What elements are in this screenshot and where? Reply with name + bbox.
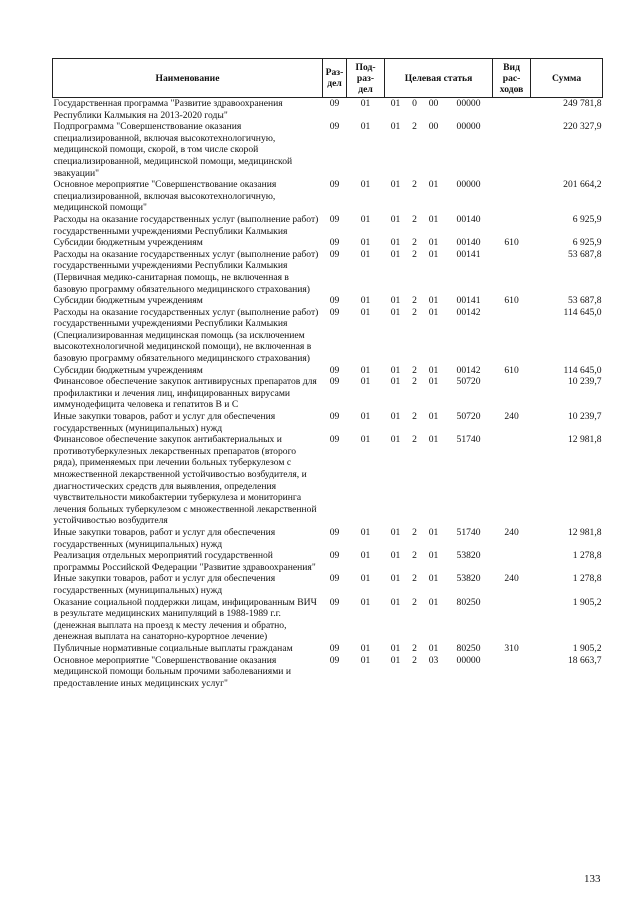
header-target-article: Целевая статья (385, 59, 493, 98)
table-header-row (53, 59, 603, 98)
table-row (53, 411, 603, 434)
cell-name: Расходы на оказание государственных услуг (выполнение работ) государственными учреждениями Республики Калмыкия (Первичная медико-санитарная помощь, не включенная в базовую программу обязательного медицинского страхования) (53, 248, 319, 295)
cell-name: Подпрограмма "Совершенствование оказания специализированной, включая высокотехнологичную, медицинской помощи, скорой, в том числе скорой специализированной, медицинской помощи, медицинской эвакуации" (53, 121, 293, 179)
cell-vr (493, 550, 531, 573)
cell-vr (493, 434, 531, 527)
cell-c2: 2 (412, 526, 417, 538)
header-razdel: Раз- дел (323, 59, 347, 98)
table-row (53, 237, 603, 249)
cell-c4: 00140 (456, 237, 481, 249)
cell-rz: 09 (329, 526, 340, 538)
cell-pr: 01 (360, 98, 371, 109)
table-row (53, 376, 603, 411)
cell-c2: 0 (412, 98, 417, 109)
cell-c4: 80250 (456, 642, 481, 654)
cell-c4: 00142 (456, 364, 481, 376)
cell-c3: 00 (428, 121, 439, 133)
cell-c1: 01 (390, 237, 401, 249)
table-row (53, 98, 603, 122)
cell-c4: 00000 (456, 179, 481, 191)
cell-pr: 01 (360, 654, 371, 666)
cell-c4: 50720 (456, 411, 481, 423)
table-row (53, 550, 603, 573)
cell-sum: 6 925,9 (572, 237, 602, 249)
cell-vr: 240 (504, 526, 519, 538)
cell-c1: 01 (390, 411, 401, 423)
cell-c4: 00000 (456, 98, 481, 109)
cell-c1: 01 (390, 306, 401, 318)
table-row (53, 307, 603, 365)
cell-c1: 01 (390, 98, 401, 109)
cell-name: Финансовое обеспечение закупок антивирусных препаратов для профилактики и лечения лиц, инфицированных вирусами иммунодефицита человека и гепатитов В и С (53, 376, 317, 411)
cell-vr: 240 (504, 573, 519, 585)
table-row (53, 434, 603, 527)
cell-rz: 09 (329, 364, 340, 376)
cell-sum: 10 239,7 (567, 376, 602, 388)
cell-rz: 09 (329, 654, 340, 666)
cell-vr: 240 (504, 411, 519, 423)
table-row (53, 643, 603, 655)
cell-sum: 1 278,8 (572, 550, 602, 562)
cell-name: Иные закупки товаров, работ и услуг для обеспечения государственных (муниципальных) нужд (53, 411, 276, 434)
cell-rz: 09 (329, 642, 340, 654)
cell-rz: 09 (329, 411, 340, 423)
cell-c3: 01 (428, 237, 439, 249)
cell-sum: 114 645,0 (563, 364, 602, 376)
cell-c1: 01 (390, 573, 401, 585)
table-body (53, 98, 603, 690)
cell-c3: 01 (428, 411, 439, 423)
cell-c4: 50720 (456, 376, 481, 388)
cell-sum: 249 781,8 (563, 98, 602, 109)
cell-c2: 2 (412, 642, 417, 654)
cell-c1: 01 (390, 654, 401, 666)
cell-c3: 01 (428, 526, 439, 538)
cell-c2: 2 (412, 213, 417, 225)
cell-c2: 2 (412, 248, 417, 260)
cell-c3: 01 (428, 364, 439, 376)
cell-name: Расходы на оказание государственных услуг (выполнение работ) государственными учреждениями Республики Калмыкия (Специализированная медицинская помощь (за исключением высокотехнологичной медицинской помощи), не включенная в базовую программу обязательного медицинского страхования) (53, 306, 319, 365)
cell-pr: 01 (360, 434, 371, 446)
cell-vr (493, 179, 531, 214)
budget-table (52, 58, 603, 689)
cell-rz: 09 (329, 295, 340, 307)
header-sum: Сумма (531, 59, 603, 98)
cell-rz: 09 (329, 98, 340, 109)
cell-pr: 01 (360, 295, 371, 307)
cell-c2: 2 (412, 550, 417, 562)
cell-name: Иные закупки товаров, работ и услуг для обеспечения государственных (муниципальных) нужд (53, 526, 276, 550)
cell-c4: 00141 (456, 295, 481, 307)
cell-sum: 18 663,7 (567, 654, 602, 666)
cell-sum: 1 905,2 (572, 642, 602, 654)
cell-rz: 09 (329, 434, 340, 446)
cell-pr: 01 (360, 237, 371, 249)
cell-c2: 2 (412, 376, 417, 388)
cell-c1: 01 (390, 121, 401, 133)
cell-pr: 01 (360, 376, 371, 388)
cell-pr: 01 (360, 411, 371, 423)
cell-sum: 10 239,7 (567, 411, 602, 423)
cell-c2: 2 (412, 121, 417, 133)
cell-c2: 2 (412, 654, 417, 666)
cell-c2: 2 (412, 306, 417, 318)
cell-c3: 01 (428, 573, 439, 585)
table-row (53, 121, 603, 179)
cell-sum: 201 664,2 (563, 179, 602, 191)
cell-c4: 80250 (456, 596, 481, 608)
cell-name: Основное мероприятие "Совершенствование оказания медицинской помощи больным прочими заболеваниями и предоставление иных медицинских услуг" (53, 654, 291, 689)
cell-vr (493, 121, 531, 179)
cell-c4: 00140 (456, 213, 481, 225)
cell-sum: 53 687,8 (567, 295, 602, 307)
cell-sum: 1 278,8 (572, 573, 602, 585)
cell-sum: 6 925,9 (572, 213, 602, 225)
table-row (53, 214, 603, 237)
cell-pr: 01 (360, 550, 371, 562)
table-row (53, 365, 603, 377)
table-row (53, 597, 603, 643)
table-row (53, 655, 603, 690)
cell-c1: 01 (390, 642, 401, 654)
cell-c3: 01 (428, 376, 439, 388)
table-row (53, 179, 603, 214)
cell-sum: 1 905,2 (572, 596, 602, 608)
cell-vr (493, 655, 531, 690)
cell-pr: 01 (360, 213, 371, 225)
cell-rz: 09 (329, 179, 340, 191)
cell-rz: 09 (329, 213, 340, 225)
cell-name: Субсидии бюджетным учреждениям (53, 295, 203, 307)
cell-pr: 01 (360, 526, 371, 538)
cell-c3: 01 (428, 434, 439, 446)
cell-vr (493, 376, 531, 411)
cell-name: Субсидии бюджетным учреждениям (53, 364, 203, 376)
cell-rz: 09 (329, 376, 340, 388)
cell-rz: 09 (329, 248, 340, 260)
cell-name: Финансовое обеспечение закупок антибактериальных и противотуберкулезных лекарственных препаратов (второго ряда), применяемых при лечении больных туберкулезом с множественной лекарственной устойчивостью возбудителя, и диагностических средств для выявления, определения чувствительности микобактерии туберкулеза и мониторинга лечения больных туберкулезом с множественной лекарственной устойчивостью возбудителя (53, 434, 317, 527)
cell-c2: 2 (412, 237, 417, 249)
table-row (53, 295, 603, 307)
cell-vr (493, 249, 531, 295)
cell-c1: 01 (390, 596, 401, 608)
cell-sum: 220 327,9 (563, 121, 602, 133)
cell-vr (493, 307, 531, 365)
cell-c2: 2 (412, 364, 417, 376)
cell-c3: 01 (428, 596, 439, 608)
table-row (53, 527, 603, 550)
cell-name: Расходы на оказание государственных услуг (выполнение работ) государственными учреждениями Республики Калмыкия (53, 213, 319, 237)
cell-pr: 01 (360, 642, 371, 654)
cell-rz: 09 (329, 237, 340, 249)
cell-c2: 2 (412, 434, 417, 446)
cell-rz: 09 (329, 306, 340, 318)
header-expense-type: Вид рас- ходов (493, 59, 531, 98)
cell-c2: 2 (412, 295, 417, 307)
cell-pr: 01 (360, 248, 371, 260)
cell-name: Основное мероприятие "Совершенствование оказания специализированной, включая высокотехнологичную, медицинской помощи" (53, 179, 277, 214)
cell-pr: 01 (360, 573, 371, 585)
cell-c4: 00000 (456, 121, 481, 133)
header-podrazdel: Под- раз- дел (347, 59, 385, 98)
cell-c1: 01 (390, 295, 401, 307)
cell-name: Оказание социальной поддержки лицам, инфицированным ВИЧ в результате медицинских манипуляций в 1988-1989 г.г. (денежная выплата на проезд к месту лечения и обратно, денежная выплата на санаторно-курортное лечение) (53, 596, 317, 643)
cell-c3: 00 (428, 98, 439, 109)
cell-pr: 01 (360, 179, 371, 191)
cell-pr: 01 (360, 364, 371, 376)
cell-c3: 01 (428, 179, 439, 191)
cell-c1: 01 (390, 550, 401, 562)
cell-rz: 09 (329, 596, 340, 608)
cell-c1: 01 (390, 248, 401, 260)
cell-sum: 53 687,8 (567, 248, 602, 260)
cell-c4: 00141 (456, 248, 481, 260)
cell-name: Реализация отдельных мероприятий государственной программы Российской Федерации "Развитие здравоохранения" (53, 550, 316, 573)
cell-c3: 01 (428, 295, 439, 307)
cell-c3: 03 (428, 654, 439, 666)
cell-pr: 01 (360, 306, 371, 318)
cell-c2: 2 (412, 573, 417, 585)
cell-c1: 01 (390, 376, 401, 388)
cell-vr: 610 (504, 295, 519, 307)
cell-c4: 53820 (456, 573, 481, 585)
cell-c1: 01 (390, 434, 401, 446)
table-row (53, 249, 603, 295)
cell-pr: 01 (360, 121, 371, 133)
cell-c4: 51740 (456, 526, 481, 538)
cell-vr: 610 (504, 364, 519, 376)
cell-c1: 01 (390, 364, 401, 376)
cell-sum: 114 645,0 (563, 306, 602, 318)
cell-rz: 09 (329, 550, 340, 562)
cell-c3: 01 (428, 642, 439, 654)
cell-c4: 53820 (456, 550, 481, 562)
cell-vr (493, 98, 531, 122)
cell-c1: 01 (390, 526, 401, 538)
cell-c2: 2 (412, 179, 417, 191)
cell-name: Государственная программа "Развитие здравоохранения Республики Калмыкия на 2013-2020 годы" (53, 98, 283, 121)
header-name: Наименование (53, 59, 323, 98)
cell-c3: 01 (428, 213, 439, 225)
cell-c1: 01 (390, 179, 401, 191)
cell-c2: 2 (412, 411, 417, 423)
cell-rz: 09 (329, 121, 340, 133)
cell-rz: 09 (329, 573, 340, 585)
cell-c1: 01 (390, 213, 401, 225)
cell-sum: 12 981,8 (567, 526, 602, 538)
cell-c4: 00000 (456, 654, 481, 666)
table-row (53, 573, 603, 596)
cell-name: Субсидии бюджетным учреждениям (53, 237, 203, 249)
cell-name: Иные закупки товаров, работ и услуг для обеспечения государственных (муниципальных) нужд (53, 573, 276, 596)
cell-vr (493, 214, 531, 237)
cell-vr (493, 597, 531, 643)
page-number: 133 (584, 873, 601, 885)
cell-pr: 01 (360, 596, 371, 608)
cell-c4: 00142 (456, 306, 481, 318)
cell-name: Публичные нормативные социальные выплаты гражданам (53, 642, 293, 654)
cell-sum: 12 981,8 (567, 434, 602, 446)
cell-c4: 51740 (456, 434, 481, 446)
cell-c3: 01 (428, 306, 439, 318)
cell-c2: 2 (412, 596, 417, 608)
cell-vr: 610 (504, 237, 519, 249)
cell-c3: 01 (428, 550, 439, 562)
cell-c3: 01 (428, 248, 439, 260)
cell-vr: 310 (504, 642, 519, 654)
